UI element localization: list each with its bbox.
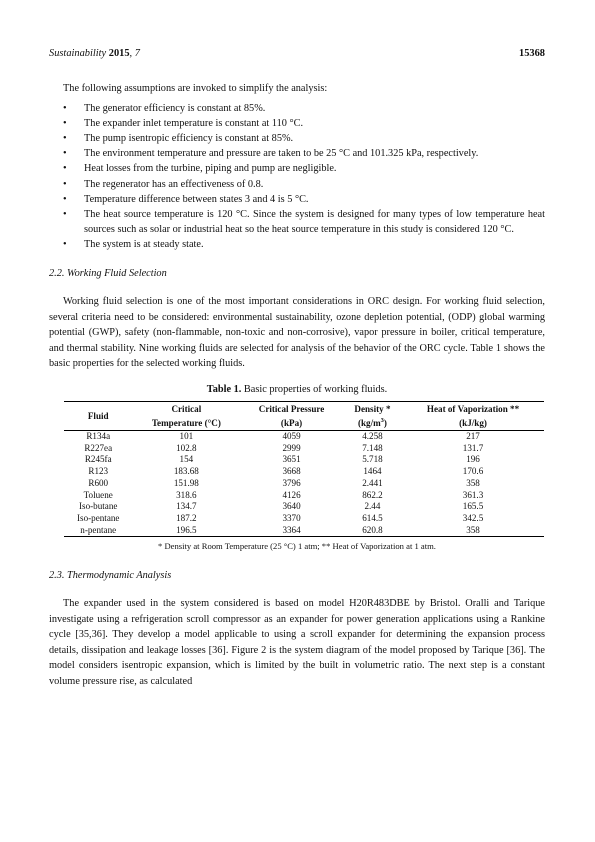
table-caption: Table 1. Basic properties of working fluids. bbox=[206, 383, 388, 395]
paragraph-thermodynamic: The expander used in the system considered is based on model H20R483DBE by Bristol. Oralli and Tarique investigate using a refrigeration scroll compressor as an expander for power generation applications using a Rankine cycle [35,36]. They develop a model applicable to using a scroll expander for determining the expansion process details, dissipation and leakage losses [36]. Figure 2 is the system diagram of the model proposed by Tarique [36]. The model considers isentropic expansion, which is limited by the built in volumetric ratio. The next step is a constant volume pressure rise, as calculated bbox=[49, 598, 545, 687]
table-row: n-pentane 196.5 3364 620.8 358 bbox=[64, 525, 544, 537]
header-critical-pressure: Critical Pressure bbox=[240, 402, 343, 417]
table-row: R600 151.98 3796 2.441 358 bbox=[88, 477, 480, 488]
page-number: 15368 bbox=[519, 48, 545, 59]
assumptions-list bbox=[49, 101, 545, 253]
header-heat-vaporization: Heat of Vaporization ** bbox=[402, 402, 544, 417]
header-critical-temperature-unit: Temperature (°C) bbox=[132, 416, 240, 431]
page-body bbox=[49, 81, 545, 689]
list-item: • The pump isentropic efficiency is constant at 85%. bbox=[49, 131, 545, 146]
list-item: • The generator efficiency is constant at 85%. bbox=[49, 101, 545, 116]
properties-table bbox=[64, 401, 544, 537]
header-fluid: Fluid bbox=[64, 402, 132, 431]
table-footnote: * Density at Room Temperature (25 °C) 1 atm; ** Heat of Vaporization at 1 atm. bbox=[158, 541, 436, 552]
table-row: R227ea 102.8 2999 7.148 131.7 bbox=[84, 442, 484, 453]
table-row: R245fa 154 3651 5.718 196 bbox=[84, 454, 480, 465]
page-header bbox=[49, 48, 545, 59]
list-item: • The heat source temperature is 120 °C. Since the system is designed for many types of low temperature heat sources such as solar or industrial heat so the heat source temperature in this study is considered 120 °C. bbox=[49, 207, 545, 237]
table-row: Iso-pentane 187.2 3370 614.5 342.5 bbox=[77, 512, 484, 523]
table-row: Iso-butane 134.7 3640 2.44 165.5 bbox=[79, 501, 484, 512]
table-row: Toluene 318.6 4126 862.2 361.3 bbox=[83, 489, 484, 500]
list-item: • Temperature difference between states 3 and 4 is 5 °C. bbox=[49, 192, 545, 207]
table-row: R123 183.68 3668 1464 170.6 bbox=[88, 466, 484, 477]
header-critical-temperature: Critical bbox=[132, 402, 240, 417]
header-heat-vaporization-unit: (kJ/kg) bbox=[402, 416, 544, 431]
list-item: • The environment temperature and pressure are taken to be 25 °C and 101.325 kPa, respectively. bbox=[49, 146, 545, 161]
section-heading-thermodynamic: 2.3. Thermodynamic Analysis bbox=[49, 569, 172, 581]
header-density: Density * bbox=[343, 402, 402, 417]
table-row: R134a 101 4059 4.258 217 bbox=[86, 431, 480, 442]
list-item: • The expander inlet temperature is constant at 110 °C. bbox=[49, 116, 545, 131]
journal-citation: Sustainability 2015, 7 bbox=[49, 48, 140, 59]
header-density-unit: $(kg/m^3)$ bbox=[343, 416, 402, 431]
paragraph-working-fluid: Working fluid selection is one of the most important considerations in ORC design. For working fluid selection, several criteria need to be considered: environmental sustainability, ozone depletion potential, (ODP) global warming potential (GWP), safety (non-flammable, non-toxic and non-corrosive), vapor pressure in boiler, critical temperature, and thermal stability. Nine working fluids are selected for analysis of the behavior of the ORC cycle. Table 1 shows the basic properties for the selected working fluids. bbox=[49, 296, 545, 370]
section-heading-working-fluid: 2.2. Working Fluid Selection bbox=[49, 267, 167, 279]
list-item: • The system is at steady state. bbox=[49, 237, 545, 252]
assumptions-intro: The following assumptions are invoked to simplify the analysis: bbox=[63, 83, 328, 94]
list-item: • The regenerator has an effectiveness of 0.8. bbox=[49, 177, 545, 192]
header-critical-pressure-unit: (kPa) bbox=[240, 416, 343, 431]
list-item: • Heat losses from the turbine, piping and pump are negligible. bbox=[49, 161, 545, 176]
